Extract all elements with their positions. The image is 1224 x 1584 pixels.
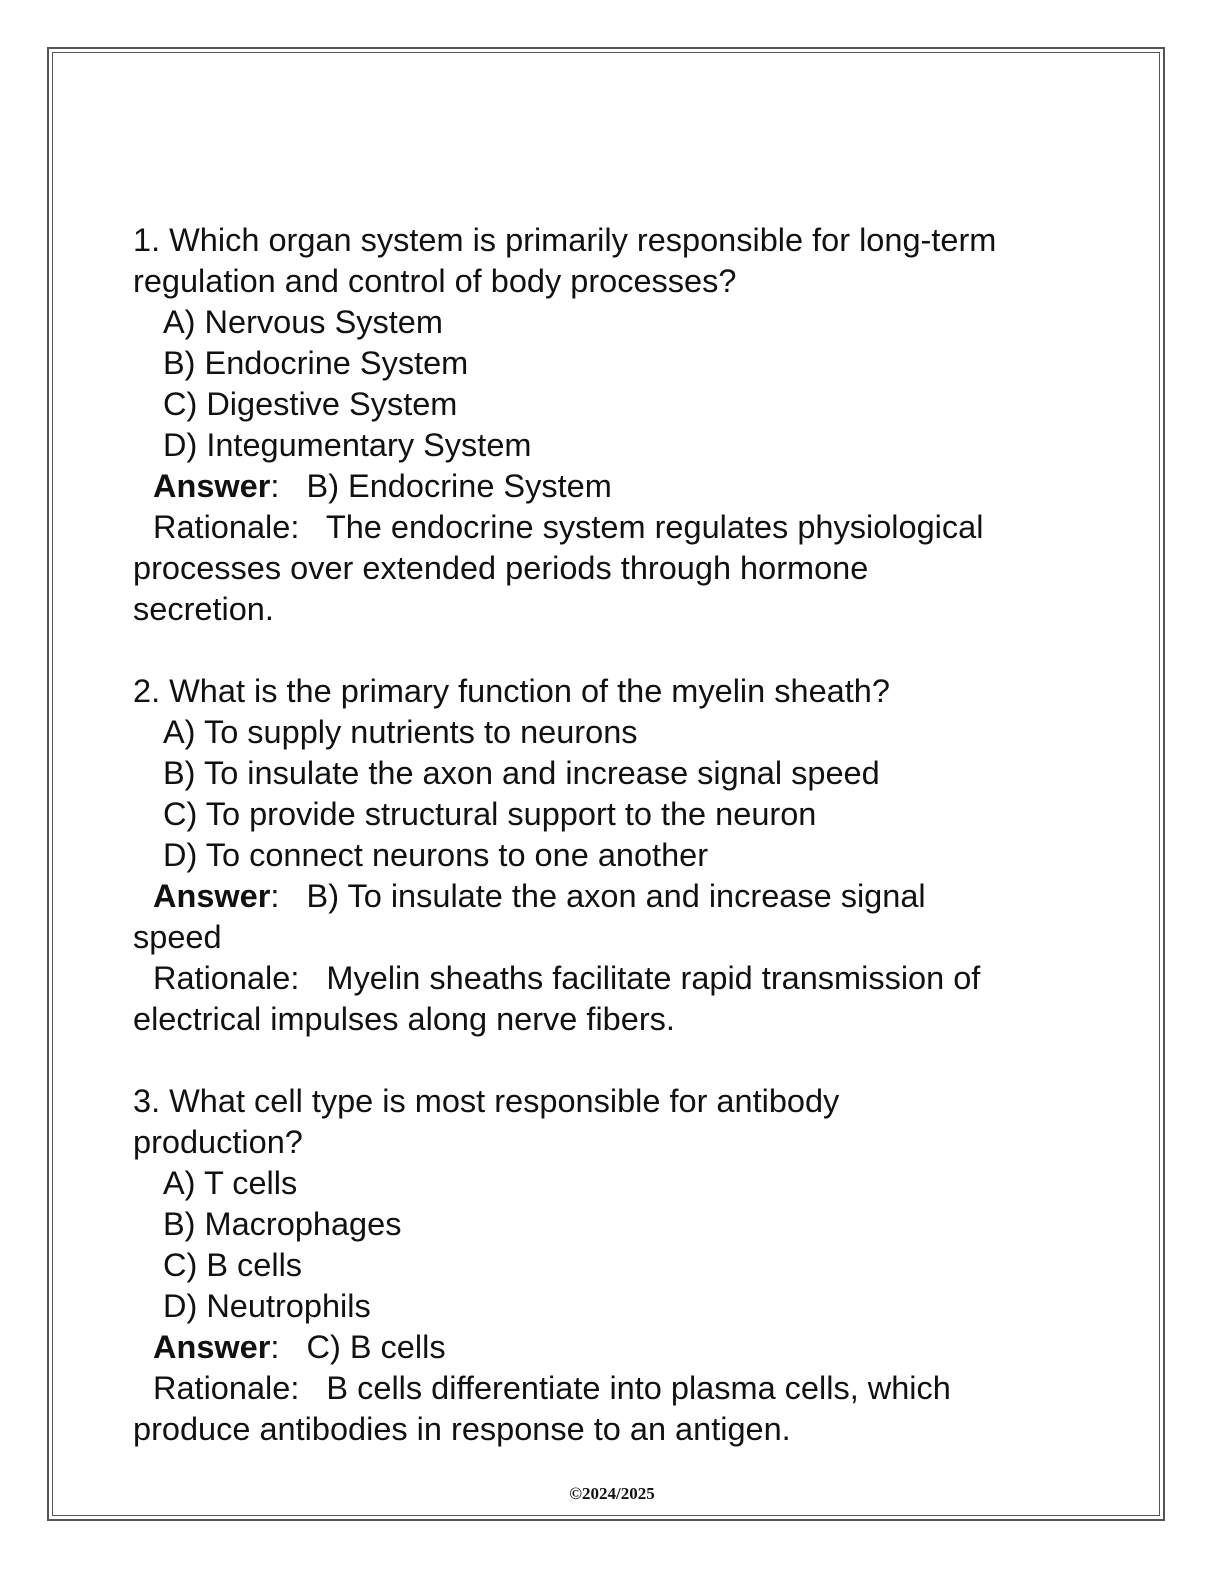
answer-label: Answer bbox=[153, 878, 271, 914]
answer-line bbox=[133, 466, 1093, 507]
option-d: D) Integumentary System bbox=[163, 427, 532, 463]
option-c: C) To provide structural support to the neuron bbox=[163, 796, 817, 832]
copyright-footer: ©2024/2025 bbox=[569, 1484, 655, 1503]
option-a: A) T cells bbox=[163, 1165, 298, 1201]
rationale: Rationale: B cells differentiate into plasma cells, which bbox=[153, 1370, 951, 1406]
answer-line bbox=[133, 876, 1093, 917]
rationale-cont: secretion. bbox=[133, 591, 274, 627]
question-stem: 2. What is the primary function of the myelin sheath? bbox=[133, 673, 890, 709]
option-d: D) Neutrophils bbox=[163, 1288, 371, 1324]
answer-text: : B) Endocrine System bbox=[270, 468, 612, 504]
rationale-cont: produce antibodies in response to an antigen. bbox=[133, 1411, 791, 1447]
option-b: B) Endocrine System bbox=[163, 345, 469, 381]
option-b: B) To insulate the axon and increase signal speed bbox=[163, 755, 880, 791]
answer-line bbox=[133, 1327, 1093, 1368]
rationale-cont: electrical impulses along nerve fibers. bbox=[133, 1001, 675, 1037]
option-d: D) To connect neurons to one another bbox=[163, 837, 709, 873]
option-a: A) To supply nutrients to neurons bbox=[163, 714, 638, 750]
spacer bbox=[133, 630, 1093, 671]
rationale: Rationale: Myelin sheaths facilitate rapid transmission of bbox=[153, 960, 981, 996]
question-1 bbox=[133, 220, 1093, 630]
answer-label: Answer bbox=[153, 1329, 271, 1365]
rationale-cont: processes over extended periods through hormone bbox=[133, 550, 869, 586]
spacer bbox=[133, 1040, 1093, 1081]
question-stem: regulation and control of body processes? bbox=[133, 263, 737, 299]
answer-text-cont: speed bbox=[133, 919, 222, 955]
answer-label: Answer bbox=[153, 468, 271, 504]
question-2 bbox=[133, 671, 1093, 1040]
option-c: C) B cells bbox=[163, 1247, 303, 1283]
question-3 bbox=[133, 1081, 1093, 1450]
rationale: Rationale: The endocrine system regulates physiological bbox=[153, 509, 984, 545]
answer-text: : B) To insulate the axon and increase signal bbox=[270, 878, 926, 914]
option-b: B) Macrophages bbox=[163, 1206, 402, 1242]
question-stem: 1. Which organ system is primarily responsible for long-term bbox=[133, 222, 997, 258]
answer-text: : C) B cells bbox=[270, 1329, 446, 1365]
document-body bbox=[133, 220, 1093, 1450]
option-c: C) Digestive System bbox=[163, 386, 458, 422]
question-stem: production? bbox=[133, 1124, 303, 1160]
question-stem: 3. What cell type is most responsible for antibody bbox=[133, 1083, 840, 1119]
option-a: A) Nervous System bbox=[163, 304, 443, 340]
